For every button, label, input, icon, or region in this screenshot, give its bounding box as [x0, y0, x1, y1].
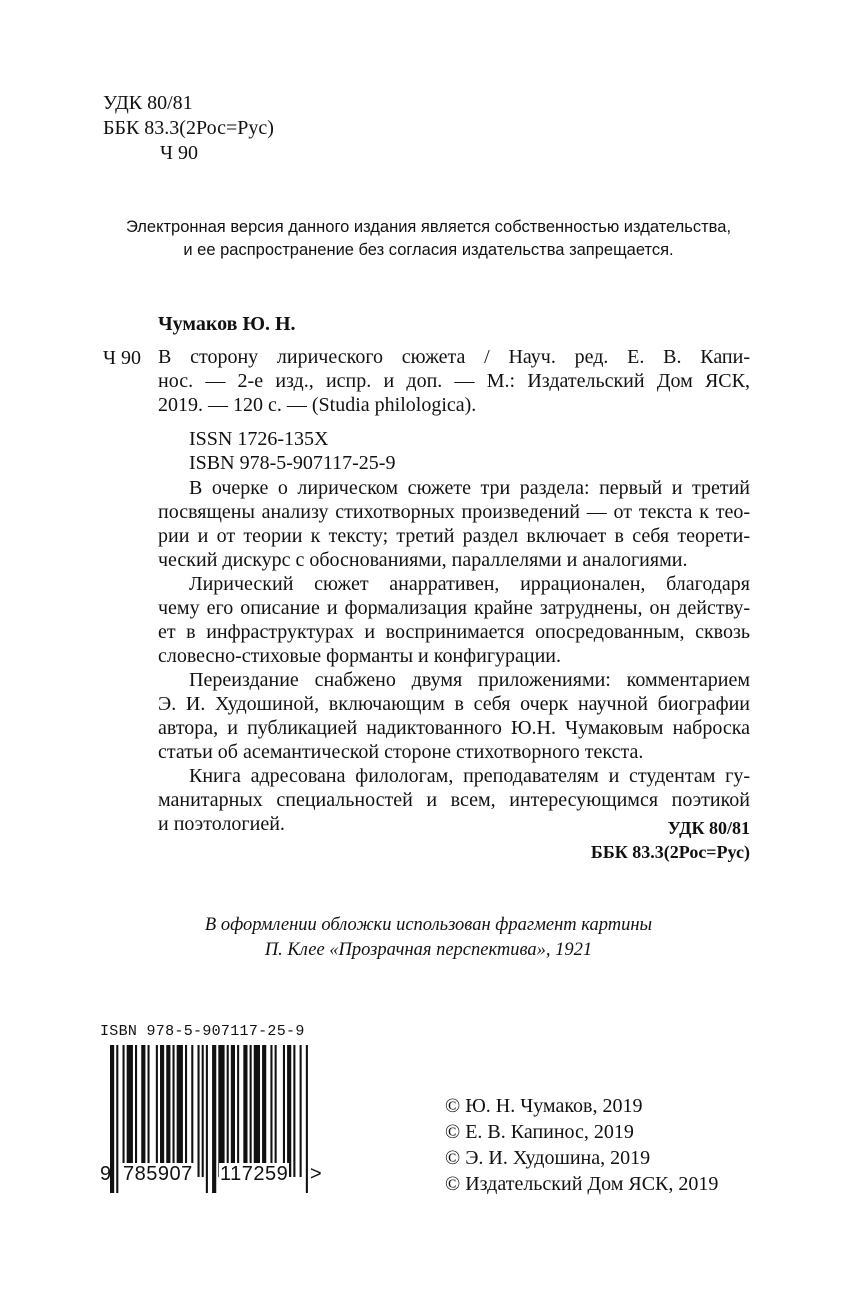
barcode-bar: [237, 1045, 239, 1177]
barcode-bar: [135, 1045, 137, 1177]
barcode-right-digits: 117259: [220, 1163, 289, 1185]
annotation-line: чему его описание и формализация крайне затруднены, он действу-: [158, 597, 750, 619]
barcode-bar: [198, 1045, 200, 1177]
classification-block: [103, 91, 274, 166]
barcode-quiet-mark: >: [310, 1163, 322, 1185]
classification-signature: [591, 816, 750, 864]
annotation-line: ет в инфраструктурах и воспринимается опосредованным, сквозь: [158, 621, 750, 643]
copyright-line: © Э. И. Худошина, 2019: [445, 1147, 651, 1169]
annotation-line: словесно-стиховые форманты и конфигурации.: [158, 645, 562, 667]
annotation-line: Книга адресована филологам, преподавателям и студентам гу-: [189, 765, 750, 787]
title-line: нос. — 2-е изд., испр. и доп. — М.: Издательский Дом ЯСК,: [158, 370, 750, 392]
barcode-bar: [127, 1045, 133, 1177]
issn: ISSN 1726-135X: [189, 428, 329, 450]
barcode-bar: [283, 1045, 285, 1177]
barcode-left-digits: 785907: [123, 1163, 193, 1185]
barcode-bar: [250, 1045, 252, 1177]
barcode-bar: [141, 1045, 145, 1177]
catalog-code: Ч 90: [103, 347, 141, 369]
annotation-line: Переиздание снабжено двумя приложениями: комментарием: [189, 669, 750, 691]
barcode-bar: [300, 1045, 302, 1177]
barcode-bar: [156, 1045, 158, 1177]
title-line: 2019. — 120 с. — (Studia philologica).: [158, 394, 477, 416]
annotation-line: автора, и публикацией надиктованного Ю.Н. Чумаковым наброска: [158, 717, 750, 739]
barcode-bar: [173, 1045, 175, 1177]
bbk-code: ББК 83.3(2Рос=Рус): [103, 117, 274, 139]
signature-udk: УДК 80/81: [667, 818, 750, 838]
cover-note-line-2: П. Клее «Прозрачная перспектива», 1921: [264, 940, 593, 960]
barcode-bar: [254, 1045, 260, 1177]
annotation-line: Лирический сюжет анарративен, иррационален, благодаря: [189, 573, 750, 595]
barcode-bar: [123, 1045, 125, 1177]
barcode-bar: [227, 1045, 229, 1177]
cover-note: [120, 913, 737, 963]
barcode-bar: [160, 1045, 164, 1177]
notice-line-2: и ее распространение без согласия издательства запрещается.: [183, 240, 674, 259]
barcode-bar: [185, 1045, 187, 1177]
barcode-bar: [262, 1045, 266, 1177]
barcode-bar: [306, 1045, 308, 1193]
barcode-bar: [212, 1045, 216, 1193]
barcode-bar: [231, 1045, 235, 1177]
barcode-bar: [116, 1045, 118, 1193]
barcode-bar: [206, 1045, 208, 1193]
barcode-bar: [202, 1045, 204, 1177]
annotation-line: и поэтологией.: [158, 813, 285, 835]
udk-code: УДК 80/81: [103, 92, 193, 114]
copyright-line: © Ю. Н. Чумаков, 2019: [445, 1095, 643, 1117]
author-sign: Ч 90: [160, 142, 198, 164]
barcode-bar: [287, 1045, 291, 1177]
copyright-list: [445, 1093, 718, 1197]
signature-bbk: ББК 83.3(2Рос=Рус): [590, 842, 750, 862]
annotation-line: статьи об асемантической стороне стихотворного текста.: [158, 741, 644, 763]
isbn-barcode: [100, 1023, 330, 1195]
barcode-bar: [275, 1045, 277, 1177]
barcode-bar: [148, 1045, 150, 1177]
annotation-line: манитарных специальностей и всем, интересующимся поэтикой: [158, 789, 750, 811]
annotation-line: рии и от теории к тексту; третий раздел включает в себя теорети-: [158, 525, 750, 547]
annotation-line: Э. И. Худошиной, включающим в себя очерк научной биографии: [158, 693, 750, 715]
annotation-line: ческий дискурс с обоснованиями, параллелями и аналогиями.: [158, 549, 688, 571]
cover-note-line-1: В оформлении обложки использован фрагмент картины: [204, 915, 653, 935]
barcode-bar: [270, 1045, 272, 1177]
annotation-line: посвящены анализу стихотворных произведений — от текста к тео-: [158, 501, 750, 523]
annotation-line: В очерке о лирическом сюжете три раздела: первый и третий: [189, 477, 750, 499]
barcode-bar: [166, 1045, 170, 1177]
title-line: В сторону лирического сюжета / Науч. ред. Е. В. Капи-: [158, 346, 750, 368]
author-heading: Чумаков Ю. Н.: [158, 313, 296, 335]
annotation: [158, 476, 750, 836]
isbn: ISBN 978-5-907117-25-9: [189, 452, 396, 474]
copyright-notice: [60, 216, 797, 261]
barcode-bar: [293, 1045, 295, 1177]
barcode-bar: [218, 1045, 224, 1177]
barcode-bar: [177, 1045, 183, 1177]
barcode-isbn-text: ISBN 978-5-907117-25-9: [100, 1023, 305, 1040]
notice-line-1: Электронная версия данного издания является собственностью издательства,: [125, 218, 732, 236]
barcode-lead-digit: 9: [100, 1163, 112, 1185]
barcode-bar: [191, 1045, 193, 1177]
copyright-line: © Издательский Дом ЯСК, 2019: [445, 1173, 719, 1195]
bibliographic-description: [158, 345, 750, 475]
copyright-line: © Е. В. Капинос, 2019: [445, 1121, 634, 1143]
barcode-bar: [243, 1045, 247, 1177]
